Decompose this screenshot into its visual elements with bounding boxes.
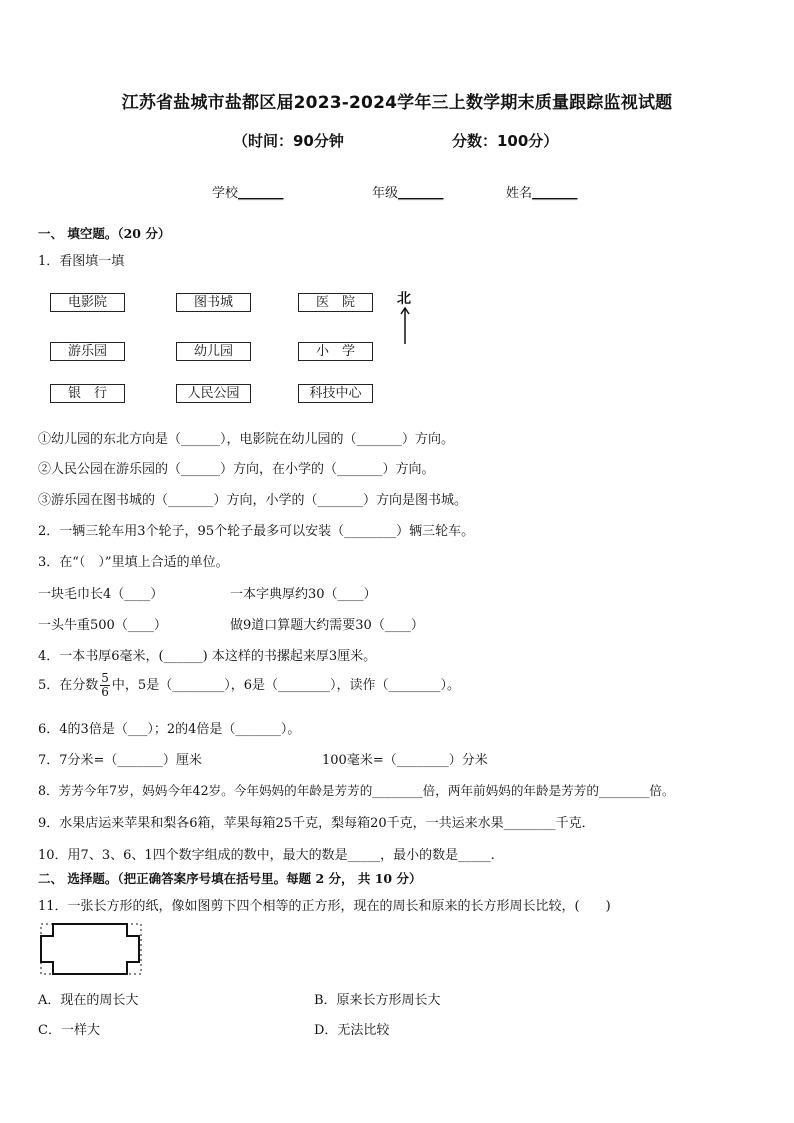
question-7-a: 7．7分米=（_______）厘米 xyxy=(38,753,202,768)
score-label: 分数：100分） xyxy=(452,132,559,150)
q5-suffix: 中，5是（________），6是（________），读作（________）。 xyxy=(111,678,460,693)
question-10: 10．用7、3、6、1四个数字组成的数中，最大的数是_____，最小的数是_____. xyxy=(38,848,495,863)
section1-heading: 一、 填空题。（20 分） xyxy=(38,226,171,241)
place-kindergarten: 幼儿园 xyxy=(176,342,251,361)
section2-heading: 二、 选择题。（把正确答案序号填在括号里。每题 2 分， 共 10 分） xyxy=(38,871,422,886)
q1-part2: ②人民公园在游乐园的（______）方向，在小学的（_______）方向。 xyxy=(38,462,435,477)
question-8: 8．芳芳今年7岁，妈妈今年42岁。今年妈妈的年龄是芳芳的________倍，两年前妈妈的年龄是芳芳的________倍。 xyxy=(38,783,675,798)
question-3-b: 一本字典厚约30（____） xyxy=(230,587,377,602)
grade-field xyxy=(372,182,444,201)
q1-stem: 1．看图填一填 xyxy=(38,254,125,269)
place-cinema: 电影院 xyxy=(50,293,125,312)
name-field xyxy=(506,182,578,201)
question-6: 6．4的3倍是（___）；2的4倍是（_______）。 xyxy=(38,722,301,737)
question-3-c: 一头牛重500（____） xyxy=(38,618,167,633)
question-3-a: 一块毛巾长4（____） xyxy=(38,587,164,602)
grade-label: 年级 xyxy=(372,186,399,201)
question-9: 9．水果店运来苹果和梨各6箱，苹果每箱25千克，梨每箱20千克，一共运来水果________千克． xyxy=(38,816,595,831)
question-3-d: 做9道口算题大约需要30（____） xyxy=(230,618,424,633)
place-science-center: 科技中心 xyxy=(298,384,373,403)
place-hospital: 医 院 xyxy=(298,293,373,312)
option-c: C．一样大 xyxy=(38,1023,100,1038)
north-label: 北 xyxy=(397,291,411,307)
school-label: 学校 xyxy=(212,186,239,201)
north-arrow-icon xyxy=(398,306,412,346)
q5-prefix: 5．在分数 xyxy=(38,678,99,693)
cut-rectangle-figure xyxy=(39,922,145,978)
school-blank[interactable]: _______ xyxy=(238,186,284,201)
name-blank[interactable]: _______ xyxy=(532,186,578,201)
fraction-denominator: 6 xyxy=(101,685,109,699)
option-b: B．原来长方形周长大 xyxy=(314,993,441,1008)
place-bank: 银 行 xyxy=(50,384,125,403)
question-7-b: 100毫米=（________）分米 xyxy=(322,753,488,768)
name-label: 姓名 xyxy=(506,186,533,201)
option-d: D．无法比较 xyxy=(314,1023,390,1038)
place-peoples-park: 人民公园 xyxy=(176,384,251,403)
question-2: 2．一辆三轮车用3个轮子，95个轮子最多可以安装（________）辆三轮车。 xyxy=(38,524,475,539)
fraction-numerator: 5 xyxy=(101,671,109,685)
place-library: 图书城 xyxy=(176,293,251,312)
time-label: （时间：90分钟 xyxy=(233,132,344,150)
place-amusement-park: 游乐园 xyxy=(50,342,125,361)
school-field xyxy=(212,182,284,201)
q1-part3: ③游乐园在图书城的（_______）方向，小学的（_______）方向是图书城。 xyxy=(38,493,468,508)
place-school: 小 学 xyxy=(298,342,373,361)
q1-part1: ①幼儿园的东北方向是（______），电影院在幼儿园的（_______）方向。 xyxy=(38,432,455,447)
question-11: 11．一张长方形的纸，像如图剪下四个相等的正方形，现在的周长和原来的长方形周长比较，( ) xyxy=(38,899,611,914)
page-title: 江苏省盐城市盐都区届2023-2024学年三上数学期末质量跟踪监视试题 xyxy=(121,93,673,113)
question-3-stem: 3．在“（ ）”里填上合适的单位。 xyxy=(38,555,229,570)
question-5 xyxy=(38,672,460,699)
question-4: 4．一本书厚6毫米，(______) 本这样的书摞起来厚3厘米。 xyxy=(38,649,377,664)
grade-blank[interactable]: _______ xyxy=(398,186,444,201)
option-a: A．现在的周长大 xyxy=(38,993,139,1008)
fraction-five-sixths xyxy=(100,672,110,699)
